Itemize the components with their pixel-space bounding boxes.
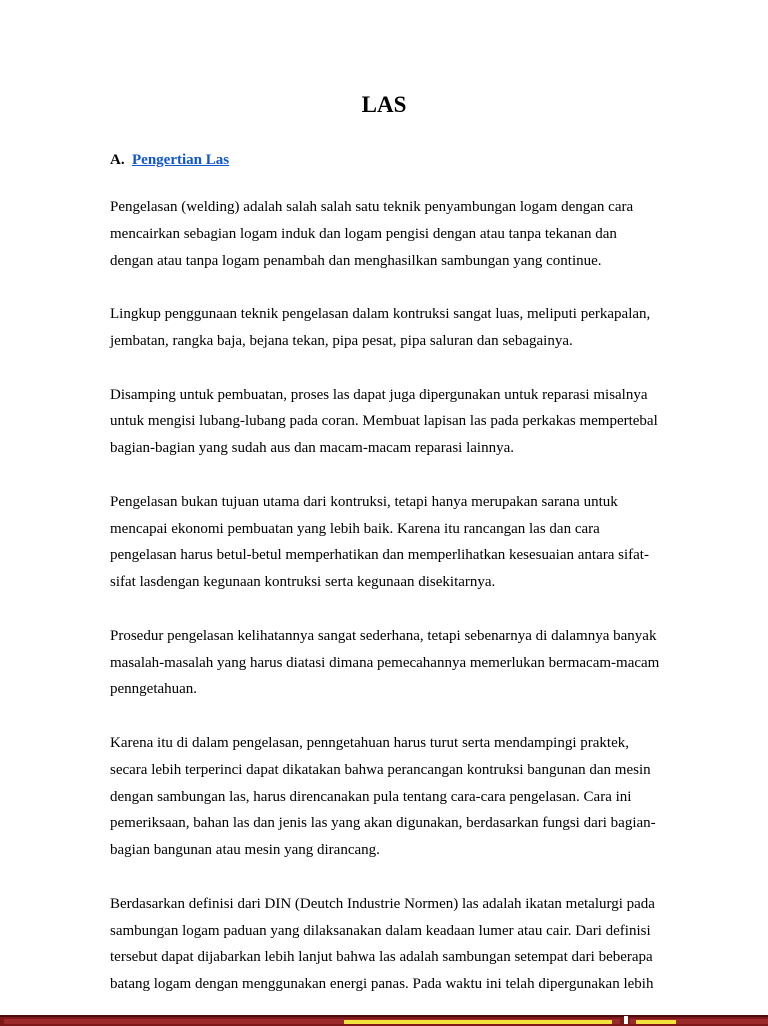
paragraph (110, 489, 685, 596)
text-line: masalah-masalah yang harus diatasi dimana pemecahannya memerlukan bermacam-macam (110, 654, 660, 671)
text-line: mencairkan sebagian logam induk dan logam pengisi dengan atau tanpa tekanan dan (110, 225, 617, 242)
paragraph (110, 730, 685, 864)
text-line: batang logam dengan menggunakan energi panas. Pada waktu ini telah dipergunakan lebih (110, 976, 654, 993)
footer-divider (624, 1016, 628, 1024)
paragraph (110, 382, 685, 462)
text-line: sambungan logam paduan yang dilaksanakan dalam keadaan lumer atau cair. Dari definisi (110, 922, 651, 939)
text-line: Pengelasan (welding) adalah salah salah satu teknik penyambungan logam dengan cara (110, 199, 634, 215)
section-heading (110, 152, 229, 169)
text-line: pengelasan harus betul-betul memperhatikan dan memperlihatkan kesesuaian antara sifat- (110, 547, 649, 564)
page-title: LAS (361, 92, 407, 117)
text-line: tersebut dapat dijabarkan lebih lanjut bahwa las adalah sambungan setempat dari beberapa (110, 949, 653, 966)
paragraph (110, 301, 685, 355)
text-line: Berdasarkan definisi dari DIN (Deutch Industrie Normen) las adalah ikatan metalurgi pada (110, 895, 655, 912)
text-line: Pengelasan bukan tujuan utama dari kontruksi, tetapi hanya merupakan sarana untuk (110, 493, 618, 510)
text-line: dengan atau tanpa logam penambah dan menghasilkan sambungan yang continue. (110, 252, 602, 269)
text-line: Karena itu di dalam pengelasan, penngetahuan harus turut serta mendampingi praktek, (110, 734, 629, 751)
text-line: secara lebih terperinci dapat dikatakan bahwa perancangan kontruksi bangunan dan mesin (110, 761, 651, 778)
paragraph (110, 623, 685, 703)
text-line: Disamping untuk pembuatan, proses las dapat juga dipergunakan untuk reparasi misalnya (110, 386, 648, 403)
text-line: Lingkup penggunaan teknik pengelasan dalam kontruksi sangat luas, meliputi perkapalan, (110, 306, 651, 323)
text-line: sifat lasdengan kegunaan kontruksi serta kegunaan disekitarnya. (110, 574, 496, 591)
paragraph (110, 891, 685, 998)
paragraph (110, 194, 685, 274)
text-line: dengan sambungan las, harus direncanakan pula tentang cara-cara pengelasan. Cara ini (110, 788, 632, 805)
text-line: bagian bangunan atau mesin yang dirancang. (110, 842, 380, 859)
section-title-link[interactable]: Pengertian Las (132, 152, 230, 168)
text-line: Prosedur pengelasan kelihatannya sangat sederhana, tetapi sebenarnya di dalamnya banyak (110, 627, 657, 644)
text-line: penngetahuan. (110, 681, 198, 698)
footer-highlight-right (636, 1020, 676, 1024)
text-line: pemeriksaan, bahan las dan jenis las yang akan digunakan, berdasarkan fungsi dari bagian- (110, 815, 656, 832)
text-line: jembatan, rangka baja, bejana tekan, pipa pesat, pipa saluran dan sebagainya. (110, 332, 573, 349)
footer-highlight-left (344, 1020, 612, 1024)
body-text (110, 194, 685, 1025)
text-line: untuk mengisi lubang-lubang pada coran. Membuat lapisan las pada perkakas mempertebal (110, 413, 658, 430)
text-line: mencapai ekonomi pembuatan yang lebih baik. Karena itu rancangan las dan cara (110, 520, 600, 537)
section-number: A. (110, 152, 125, 168)
text-line: bagian-bagian yang sudah aus dan macam-macam reparasi lainnya. (110, 440, 514, 457)
